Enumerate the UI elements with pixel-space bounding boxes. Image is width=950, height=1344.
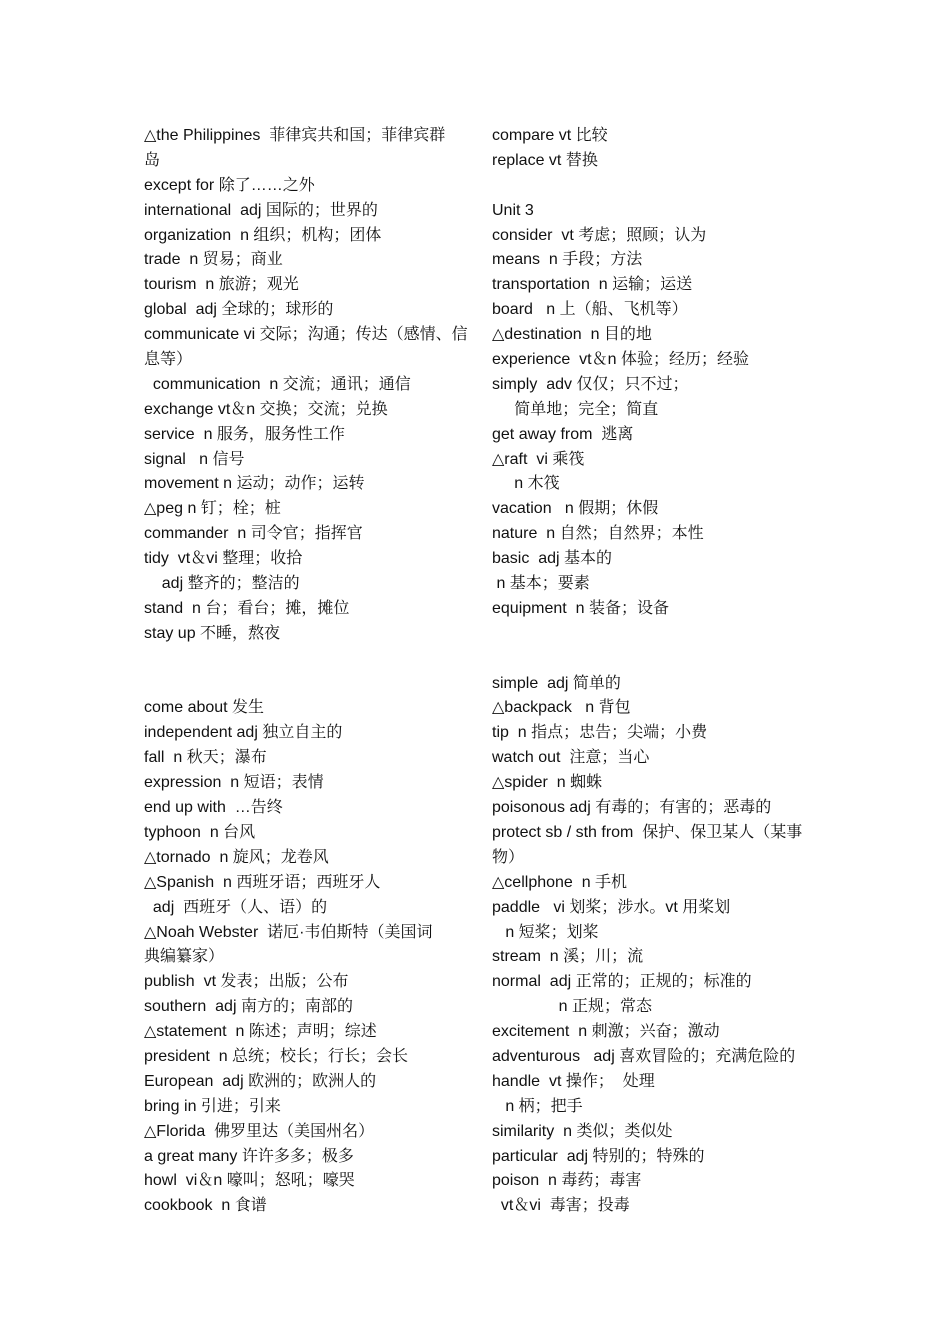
vocab-line: a great many 许许多多；极多 bbox=[144, 1147, 354, 1165]
vocab-line: except for 除了……之外 bbox=[144, 176, 315, 194]
vocab-line: handle vt 操作； 处理 bbox=[492, 1072, 655, 1090]
vocab-line: trade n 贸易；商业 bbox=[144, 251, 283, 269]
vocab-line: △the Philippines 菲律宾共和国；菲律宾群 bbox=[144, 127, 446, 144]
vocab-line: howl vi＆n 嚎叫；怒吼；嚎哭 bbox=[144, 1172, 355, 1190]
vocab-line: adventurous adj 喜欢冒险的；充满危险的 bbox=[492, 1047, 796, 1065]
vocab-line bbox=[492, 647, 822, 672]
vocab-line: come about 发生 bbox=[144, 699, 265, 717]
vocab-line: organization n 组织；机构；团体 bbox=[144, 226, 382, 244]
vocab-line: board n 上（船、飞机等） bbox=[492, 301, 688, 319]
vocab-line: commander n 司令官；指挥官 bbox=[144, 525, 363, 543]
vocab-line: president n 总统；校长；行长；会长 bbox=[144, 1047, 409, 1065]
vocab-line: exchange vt＆n 交换；交流；兑换 bbox=[144, 400, 388, 418]
vocab-line: typhoon n 台风 bbox=[144, 823, 256, 841]
vocab-line: n 基本；要素 bbox=[492, 575, 590, 593]
vocab-line bbox=[144, 647, 474, 672]
vocab-line: n 木筏 bbox=[492, 475, 560, 493]
right-vocabulary-column bbox=[492, 124, 822, 1219]
vocab-line: 简单地；完全；简直 bbox=[492, 400, 659, 418]
vocab-line: Unit 3 bbox=[492, 201, 534, 219]
vocab-line: stream n 溪；川；流 bbox=[492, 948, 644, 966]
vocab-line: get away from 逃离 bbox=[492, 425, 634, 443]
vocab-line bbox=[144, 672, 474, 697]
vocab-line: adj 西班牙（人、语）的 bbox=[144, 898, 328, 916]
vocab-line: poisonous adj 有毒的；有害的；恶毒的 bbox=[492, 799, 772, 817]
vocab-line: △Spanish n 西班牙语；西班牙人 bbox=[144, 873, 381, 891]
vocab-line: replace vt 替换 bbox=[492, 151, 598, 169]
vocab-line: fall n 秋天；瀑布 bbox=[144, 749, 267, 767]
vocab-line bbox=[492, 174, 822, 199]
vocab-line: excitement n 刺激；兴奋；激动 bbox=[492, 1023, 720, 1041]
vocab-line: transportation n 运输；运送 bbox=[492, 276, 693, 294]
vocab-line: △statement n 陈述；声明；综述 bbox=[144, 1023, 377, 1041]
vocab-line: tip n 指点；忠告；尖端；小费 bbox=[492, 724, 708, 742]
vocab-line: particular adj 特别的；特殊的 bbox=[492, 1147, 705, 1165]
vocab-line: vacation n 假期；休假 bbox=[492, 500, 659, 518]
vocab-line: 岛 bbox=[144, 151, 161, 169]
vocab-line: means n 手段；方法 bbox=[492, 251, 643, 269]
vocab-line: equipment n 装备；设备 bbox=[492, 599, 669, 617]
vocab-line: similarity n 类似；类似处 bbox=[492, 1122, 673, 1140]
vocab-line: 典编纂家） bbox=[144, 948, 225, 966]
vocab-line: simply adv 仅仅；只不过； bbox=[492, 375, 689, 393]
vocab-line: watch out 注意；当心 bbox=[492, 749, 650, 767]
vocab-line: cookbook n 食谱 bbox=[144, 1197, 267, 1215]
vocab-line: consider vt 考虑；照顾；认为 bbox=[492, 226, 707, 244]
vocab-line: European adj 欧洲的；欧洲人的 bbox=[144, 1072, 377, 1090]
vocab-line: end up with …告终 bbox=[144, 799, 283, 817]
vocab-line: signal n 信号 bbox=[144, 450, 245, 468]
vocab-line: △spider n 蜘蛛 bbox=[492, 774, 603, 792]
vocab-line: paddle vi 划桨；涉水。vt 用桨划 bbox=[492, 898, 731, 916]
left-vocabulary-column bbox=[144, 124, 474, 1219]
vocab-line: basic adj 基本的 bbox=[492, 550, 613, 568]
vocab-line: △tornado n 旋风；龙卷风 bbox=[144, 848, 329, 866]
vocab-line: △peg n 钉；栓；桩 bbox=[144, 500, 281, 518]
vocab-line: 物） bbox=[492, 848, 525, 866]
vocab-line: expression n 短语；表情 bbox=[144, 774, 324, 792]
vocab-line: nature n 自然；自然界；本性 bbox=[492, 525, 704, 543]
vocab-line: n 短桨；划桨 bbox=[492, 923, 599, 941]
vocab-line: publish vt 发表；出版；公布 bbox=[144, 973, 349, 991]
vocab-line: stay up 不睡，熬夜 bbox=[144, 624, 281, 642]
vocab-line bbox=[492, 622, 822, 647]
vocab-line: △destination n 目的地 bbox=[492, 326, 652, 344]
vocab-line: communicate vi 交际；沟通；传达（感情、信 bbox=[144, 326, 468, 344]
vocab-line: compare vt 比较 bbox=[492, 127, 608, 144]
vocab-line: protect sb / sth from 保护、保卫某人（某事 bbox=[492, 823, 803, 841]
vocab-line: experience vt＆n 体验；经历；经验 bbox=[492, 351, 749, 369]
vocab-line: southern adj 南方的；南部的 bbox=[144, 998, 353, 1016]
vocab-line: stand n 台；看台；摊，摊位 bbox=[144, 599, 350, 617]
vocab-line: international adj 国际的；世界的 bbox=[144, 201, 378, 219]
vocab-line: adj 整齐的；整洁的 bbox=[144, 575, 300, 593]
vocab-line: tourism n 旅游；观光 bbox=[144, 276, 299, 294]
vocab-line: communication n 交流；通讯；通信 bbox=[144, 375, 411, 393]
vocab-line: global adj 全球的；球形的 bbox=[144, 301, 334, 319]
vocab-line: △Florida 佛罗里达（美国州名） bbox=[144, 1122, 375, 1140]
vocab-line: △Noah Webster 诺厄·韦伯斯特（美国词 bbox=[144, 923, 433, 941]
vocab-line: tidy vt＆vi 整理；收拾 bbox=[144, 550, 303, 568]
vocab-line: △cellphone n 手机 bbox=[492, 873, 628, 891]
vocab-line: simple adj 简单的 bbox=[492, 674, 621, 692]
vocab-line: vt＆vi 毒害；投毒 bbox=[492, 1197, 630, 1215]
vocab-line: service n 服务，服务性工作 bbox=[144, 425, 345, 443]
vocab-line: n 正规；常态 bbox=[492, 998, 653, 1016]
vocab-line: △backpack n 背包 bbox=[492, 699, 631, 717]
vocab-line: 息等） bbox=[144, 351, 193, 369]
vocab-line: movement n 运动；动作；运转 bbox=[144, 475, 365, 493]
vocab-line: poison n 毒药；毒害 bbox=[492, 1172, 642, 1190]
vocab-line: independent adj 独立自主的 bbox=[144, 724, 343, 742]
vocab-line: bring in 引进；引来 bbox=[144, 1097, 281, 1115]
vocab-line: △raft vi 乘筏 bbox=[492, 450, 585, 468]
vocab-line: n 柄；把手 bbox=[492, 1097, 583, 1115]
vocab-line: normal adj 正常的；正规的；标准的 bbox=[492, 973, 752, 991]
